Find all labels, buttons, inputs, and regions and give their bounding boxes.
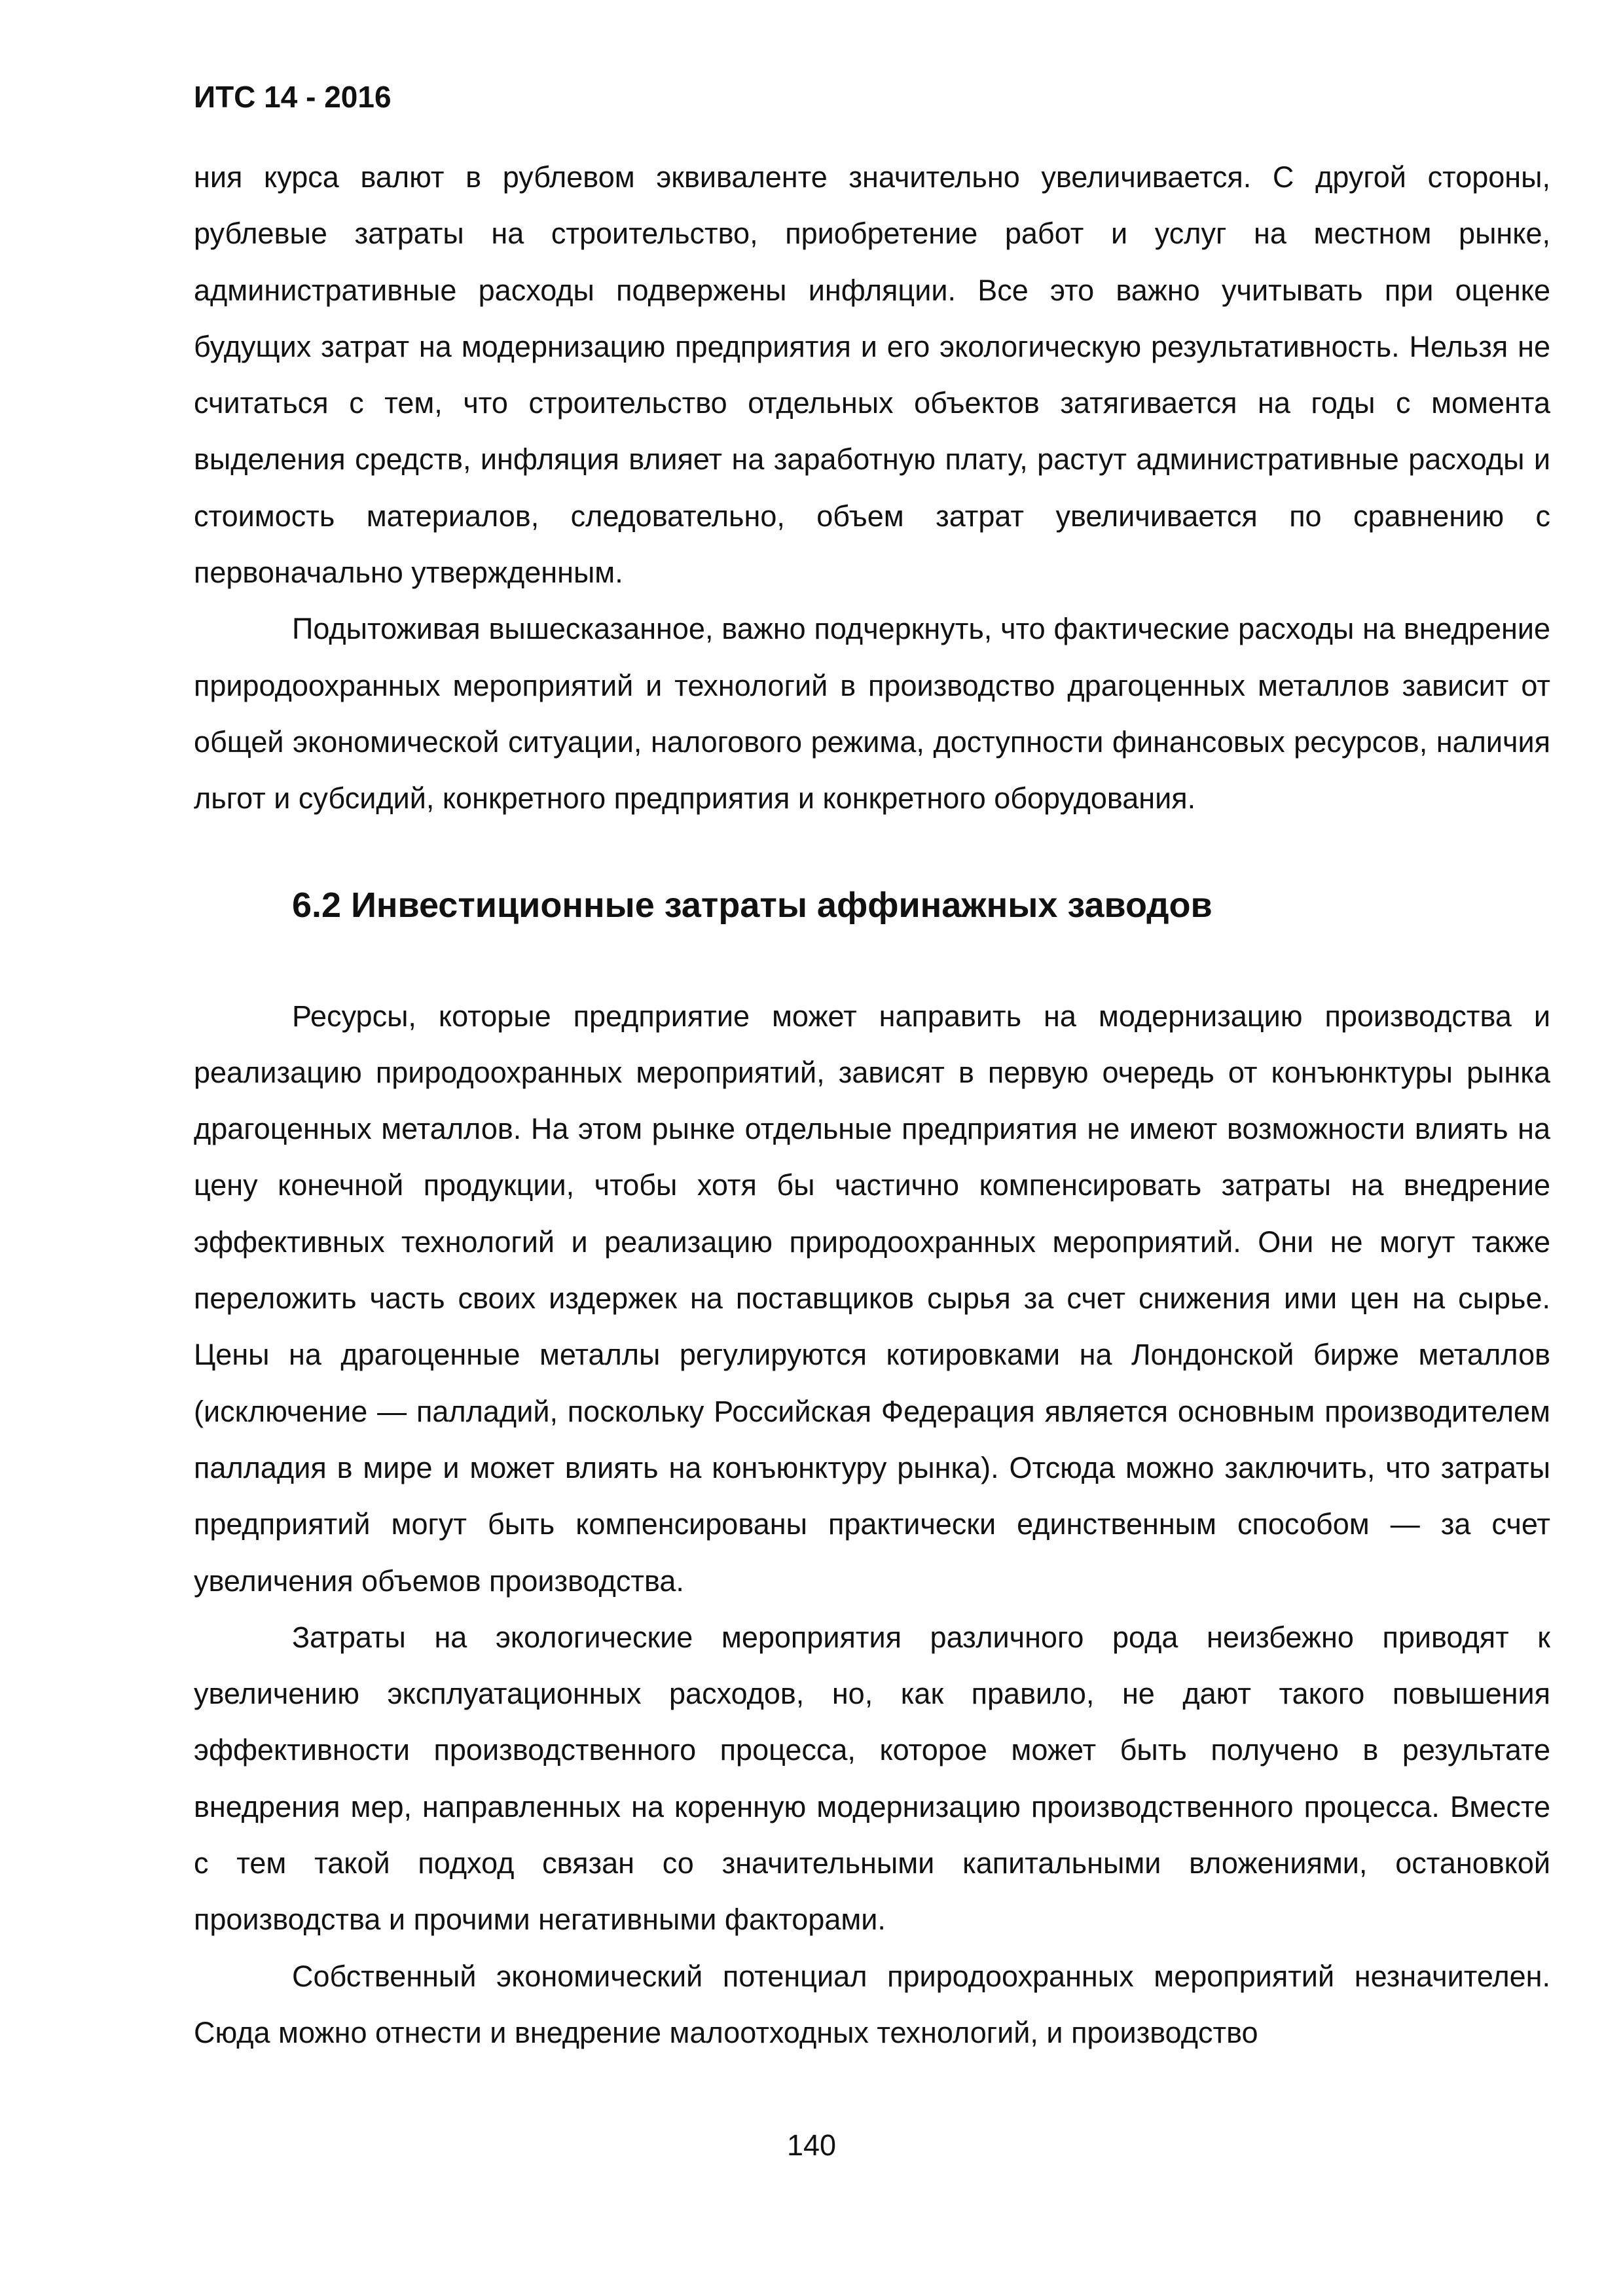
section-heading-6-2: 6.2 Инвестиционные затраты аффинажных заводов <box>292 885 1213 925</box>
paragraph-ecological-costs: Затраты на экологические мероприятия различного рода неизбежно приводят к увеличению эксплуатационных расходов, но, как правило, не дают такого повышения эффективности производственного процесса, которое может быть получено в результате внедрения мер, направленных на коренную модернизацию производственного процесса. Вместе с тем такой подход связан со значительными капитальными вложениями, остановкой производства и прочими негативными факторами. <box>194 1620 1550 1937</box>
document-code-header: ИТС 14 - 2016 <box>194 80 392 114</box>
paragraph-inflation-continuation: ния курса валют в рублевом эквиваленте значительно увеличивается. С другой стороны, рублевые затраты на строительство, приобретение работ и услуг на местном рынке, административные расходы подвержены инфляции. Все это важно учитывать при оценке будущих затрат на модернизацию предприятия и его экологическую результативность. Нельзя не считаться с тем, что строительство отдельных объектов затягивается на годы с момента выделения средств, инфляция влияет на заработную плату, растут административные расходы и стоимость материалов, следовательно, объем затрат увеличивается по сравнению с первоначально утвержденным. <box>194 160 1550 590</box>
paragraph-economic-potential: Собственный экономический потенциал природоохранных мероприятий незначителен. Сюда можно отнести и внедрение малоотходных технологий, и производство <box>194 1959 1550 2049</box>
paragraph-resources: Ресурсы, которые предприятие может направить на модернизацию производства и реализацию природоохранных мероприятий, зависят в первую очередь от конъюнктуры рынка драгоценных металлов. На этом рынке отдельные предприятия не имеют возможности влиять на цену конечной продукции, чтобы хотя бы частично компенсировать затраты на внедрение эффективных технологий и реализацию природоохранных мероприятий. Они не могут также переложить часть своих издержек на поставщиков сырья за счет снижения ими цен на сырье. Цены на драгоценные металлы регулируются котировками на Лондонской бирже металлов (исключение — палладий, поскольку Российская Федерация является основным производителем палладия в мире и может влиять на конъюнктуру рынка). Отсюда можно заключить, что затраты предприятий могут быть компенсированы практически единственным способом — за счет увеличения объемов производства. <box>194 999 1550 1598</box>
document-body <box>194 149 1550 2061</box>
paragraph-summary: Подытоживая вышесказанное, важно подчеркнуть, что фактические расходы на внедрение природоохранных мероприятий и технологий в производство драгоценных металлов зависит от общей экономической ситуации, налогового режима, доступности финансовых ресурсов, наличия льгот и субсидий, конкретного предприятия и конкретного оборудования. <box>194 612 1550 816</box>
page-number: 140 <box>786 2128 837 2162</box>
